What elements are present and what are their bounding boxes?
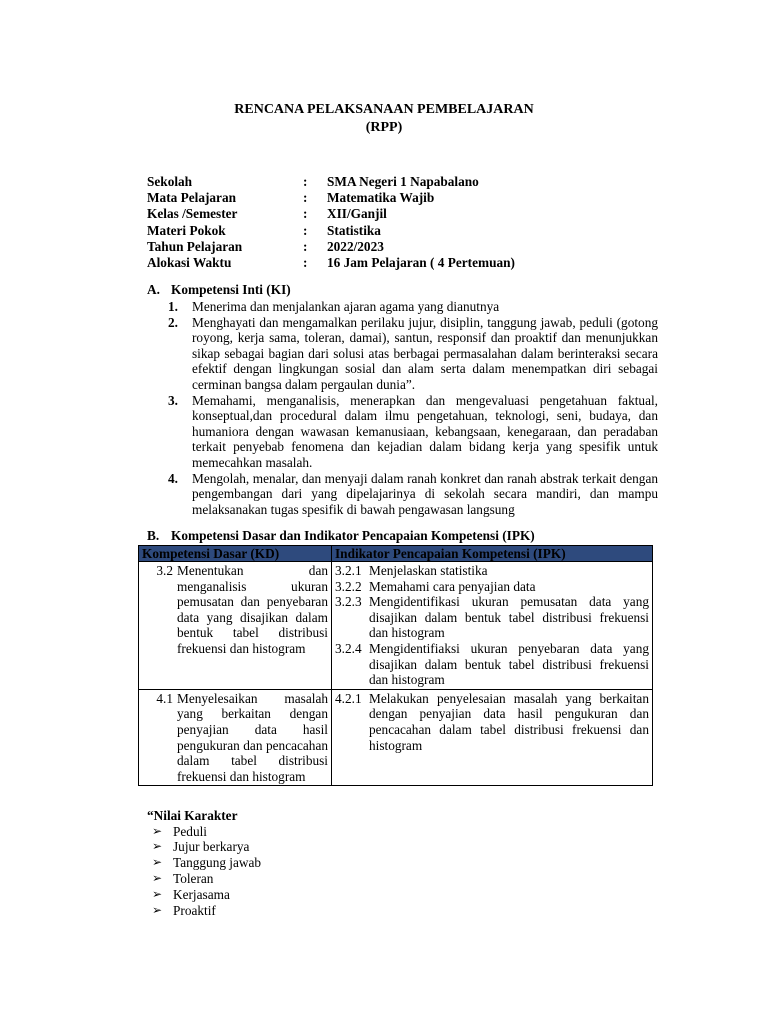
list-item [147, 887, 261, 903]
arrow-bullet-icon: ➢ [152, 902, 163, 917]
list-item [147, 903, 261, 919]
kd-number: 3.2 [156, 563, 173, 578]
list-item [168, 471, 658, 518]
info-colon: : [303, 238, 308, 254]
info-colon: : [303, 254, 308, 270]
info-label: Mata Pelajaran [147, 190, 236, 206]
item-text: Mengolah, menalar, dan menyaji dalam ranah konkret dan ranah abstrak terkait dengan pengembangan dari yang dipelajarinya di sekolah secara mandiri, dan mampu melaksanakan tugas spesifik di bawah pengawasan langsung [192, 470, 658, 517]
item-number: 1. [168, 299, 178, 314]
kd-text: Menentukan dan menganalisis ukuran pemusatan dan penyebaran data yang disajikan dalam bentuk tabel distribusi frekuensi dan histogram [177, 563, 328, 656]
info-value: Matematika Wajib [327, 190, 435, 206]
ipk-item [335, 563, 649, 579]
document-title: RENCANA PELAKSANAAN PEMBELAJARAN [234, 102, 534, 117]
arrow-bullet-icon: ➢ [152, 823, 163, 838]
info-row [147, 190, 515, 206]
info-label: Sekolah [147, 174, 193, 189]
info-label: Alokasi Waktu [147, 254, 232, 270]
info-colon: : [303, 206, 308, 222]
kd-cell [139, 562, 332, 690]
ipk-text: Menjelaskan statistika [369, 563, 488, 578]
nilai-text: Peduli [173, 823, 207, 839]
info-row [147, 223, 515, 239]
column-header-ipk: Indikator Pencapaian Kompetensi (IPK) [332, 546, 653, 562]
item-text: Menghayati dan mengamalkan perilaku jujur, disiplin, tanggung jawab, peduli (gotong royong, kerja sama, toleran, damai), santun, responsif dan proaktif dan menunjukkan sikap sebagai bagian dari solusi atas berbagai permasalahan dalam berinteraksi secara efektif dengan lingkungan sosial dan alam serta dalam menempatkan diri sebagai cerminan bangsa dalam pergaulan dunia”. [192, 314, 658, 392]
item-text: Menerima dan menjalankan ajaran agama yang dianutnya [192, 299, 500, 314]
arrow-bullet-icon: ➢ [152, 855, 163, 870]
ipk-text: Melakukan penyelesaian masalah yang berkaitan dengan penyajian data hasil pengukuran dan pencacahan dalam tabel distribusi frekuensi dan histogram [369, 690, 649, 753]
ipk-cell [332, 562, 653, 690]
nilai-text: Tanggung jawab [173, 855, 262, 871]
info-value: 16 Jam Pelajaran ( 4 Pertemuan) [327, 254, 515, 270]
nilai-text: Jujur berkarya [173, 839, 250, 855]
list-item [168, 393, 658, 471]
item-text: Memahami, menganalisis, menerapkan dan mengevaluasi pengetahuan faktual, konseptual,dan procedural dalam ilmu pengetahuan, teknologi, seni, budaya, dan humaniora dengan wawasan kemanusiaan, kebangsaan, kenegaraan, dan peradaban terkait penyebab fenomena dan kejadian dalam bidang kerja yang spesifik untuk memecahkan masalah. [192, 392, 658, 470]
info-row [147, 255, 515, 271]
list-item [168, 315, 658, 393]
ipk-number: 3.2.4 [335, 640, 362, 656]
section-letter: A. [147, 282, 160, 297]
info-block [147, 174, 515, 271]
ipk-number: 3.2.2 [335, 578, 362, 594]
document-subtitle: (RPP) [365, 120, 403, 135]
list-item [168, 299, 658, 315]
arrow-bullet-icon: ➢ [152, 870, 163, 885]
info-row [147, 206, 515, 222]
info-label: Materi Pokok [147, 222, 226, 238]
ki-list [168, 299, 658, 517]
list-item [147, 871, 261, 887]
info-colon: : [303, 174, 308, 189]
item-number: 3. [168, 392, 178, 408]
kd-cell [139, 689, 332, 786]
column-header-kd: Kompetensi Dasar (KD) [139, 546, 332, 562]
section-a-heading [147, 282, 291, 298]
table-row [139, 562, 653, 690]
ipk-number: 3.2.3 [335, 594, 362, 610]
info-colon: : [303, 222, 308, 238]
ipk-item [335, 594, 649, 641]
table-header-row [139, 546, 653, 562]
info-colon: : [303, 190, 308, 206]
info-label: Tahun Pelajaran [147, 238, 243, 254]
ipk-number: 3.2.1 [335, 563, 362, 578]
ipk-text: Mengidentifikasi ukuran pemusatan data yang disajikan dalam bentuk tabel distribusi frekuensi dan histogram [369, 594, 649, 641]
list-item [147, 839, 261, 855]
kd-number: 4.1 [156, 690, 173, 706]
nilai-title: “Nilai Karakter [147, 808, 238, 823]
info-label: Kelas /Semester [147, 206, 238, 222]
info-row [147, 239, 515, 255]
nilai-text: Toleran [173, 870, 214, 886]
arrow-bullet-icon: ➢ [152, 839, 163, 854]
nilai-text: Kerjasama [173, 886, 230, 902]
section-title: Kompetensi Inti (KI) [171, 282, 291, 297]
table-row [139, 689, 653, 786]
list-item [147, 855, 261, 871]
section-b-heading [147, 528, 535, 544]
info-value: SMA Negeri 1 Napabalano [327, 174, 479, 189]
ipk-cell [332, 689, 653, 786]
kd-text: Menyelesaikan masalah yang berkaitan dengan penyajian data hasil pengukuran dan pencacahan dalam tabel distribusi frekuensi dan histogram [177, 690, 328, 784]
section-letter: B. [147, 528, 160, 543]
ipk-text: Memahami cara penyajian data [369, 578, 536, 594]
ipk-item [335, 691, 649, 753]
kd-ipk-table [138, 545, 653, 786]
info-row [147, 174, 515, 190]
ipk-text: Mengidentifiaksi ukuran penyebaran data yang disajikan dalam bentuk tabel distribusi frekuensi dan histogram [369, 640, 649, 688]
item-number: 2. [168, 314, 178, 330]
info-value: Statistika [327, 222, 381, 238]
ipk-item [335, 579, 649, 595]
nilai-text: Proaktif [173, 902, 216, 918]
list-item [147, 824, 261, 840]
arrow-bullet-icon: ➢ [152, 886, 163, 901]
section-title: Kompetensi Dasar dan Indikator Pencapaian Kompetensi (IPK) [171, 528, 535, 543]
ipk-number: 4.2.1 [335, 690, 362, 706]
item-number: 4. [168, 470, 178, 486]
nilai-karakter [147, 808, 261, 918]
info-value: XII/Ganjil [327, 206, 387, 222]
ipk-item [335, 641, 649, 688]
info-value: 2022/2023 [327, 238, 384, 254]
